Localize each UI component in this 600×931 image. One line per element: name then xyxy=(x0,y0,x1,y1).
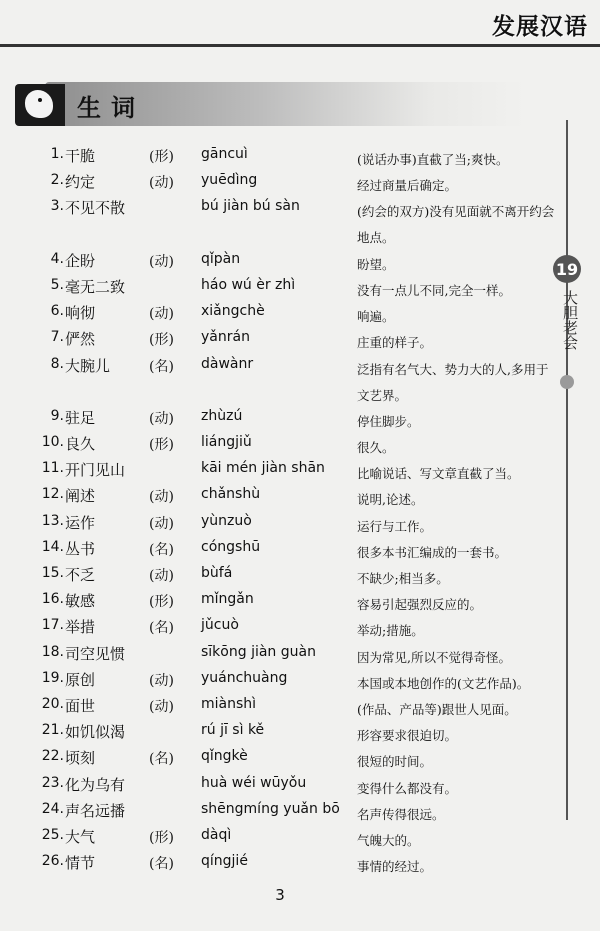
vocab-row xyxy=(40,534,540,560)
section-banner xyxy=(15,82,525,126)
vocab-definition: 不缺少;相当多。 xyxy=(357,571,449,587)
vocab-word: 毫无二致 xyxy=(65,277,126,296)
vocab-row xyxy=(40,481,540,507)
vocab-number: 8. xyxy=(50,355,64,372)
vocab-pinyin: yuēdìng xyxy=(201,172,258,189)
vocab-row xyxy=(40,193,555,246)
vocab-definition: 因为常见,所以不觉得奇怪。 xyxy=(357,649,511,665)
vocab-word: 大气 xyxy=(65,827,96,846)
vocab-row xyxy=(40,560,540,586)
vocab-number: 1. xyxy=(50,146,64,162)
vocab-pinyin: kāi mén jiàn shān xyxy=(201,460,325,477)
vocab-pinyin: rú jī sì kě xyxy=(201,722,265,739)
vocab-definition: 事情的经过。 xyxy=(357,859,433,875)
vocab-word: 举措 xyxy=(65,618,96,637)
vocab-pinyin: háo wú èr zhì xyxy=(201,276,296,293)
vocab-pinyin: dàwànr xyxy=(201,355,254,372)
vocab-part-of-speech: (形) xyxy=(149,829,174,846)
vocab-part-of-speech: (名) xyxy=(149,541,174,558)
vocab-part-of-speech: (动) xyxy=(149,489,174,506)
vocab-pinyin: mǐngǎn xyxy=(201,591,254,608)
vocab-definition: 经过商量后确定。 xyxy=(357,178,458,194)
vocab-word: 企盼 xyxy=(65,251,96,270)
vocab-definition: (作品、产品等)跟世人见面。 xyxy=(357,701,517,717)
vocab-word: 顷刻 xyxy=(65,749,96,768)
vocab-number: 11. xyxy=(41,460,64,477)
vocab-number: 4. xyxy=(50,250,64,267)
vocab-part-of-speech: (动) xyxy=(149,672,174,689)
vocab-definition: 气魄大的。 xyxy=(357,832,420,848)
vocab-definition: 泛指有名气大、势力大的人,多用于文艺界。 xyxy=(357,361,549,403)
vocab-word: 丛书 xyxy=(65,539,96,558)
vocab-part-of-speech: (名) xyxy=(149,856,174,873)
vocab-row xyxy=(40,141,540,167)
vocab-number: 15. xyxy=(41,565,64,582)
vocab-row xyxy=(40,403,540,429)
vocab-word: 声名远播 xyxy=(65,801,126,820)
vocab-word: 原创 xyxy=(65,670,96,689)
vocab-definition: 没有一点儿不同,完全一样。 xyxy=(357,282,511,298)
vocab-row xyxy=(40,167,540,193)
vocab-part-of-speech: (动) xyxy=(149,515,174,532)
vocab-definition: 很多本书汇编成的一套书。 xyxy=(357,544,508,560)
vocab-number: 2. xyxy=(50,172,64,189)
vocab-pinyin: yǎnrán xyxy=(201,329,250,346)
vocab-number: 25. xyxy=(41,826,64,843)
eye-dot xyxy=(38,98,42,102)
vocab-number: 23. xyxy=(41,774,64,791)
vocab-row xyxy=(40,455,540,481)
vocab-row xyxy=(40,246,540,272)
vocab-number: 22. xyxy=(41,748,64,765)
vocab-word: 敏感 xyxy=(65,592,96,611)
vocab-pinyin: yuánchuàng xyxy=(201,669,288,686)
vocab-number: 20. xyxy=(41,695,64,712)
chapter-number-badge: 19 xyxy=(553,255,581,283)
vocab-word: 良久 xyxy=(65,435,96,454)
vocab-word: 运作 xyxy=(65,513,96,532)
vocab-part-of-speech: (形) xyxy=(149,149,174,165)
vocab-definition: 举动;措施。 xyxy=(357,623,424,639)
vocab-word: 响彻 xyxy=(65,304,96,323)
vocab-definition: 比喻说话、写文章直截了当。 xyxy=(357,466,520,482)
vocab-row xyxy=(40,743,540,769)
character-face-icon xyxy=(15,84,65,126)
vocab-number: 9. xyxy=(50,407,64,424)
vocab-number: 6. xyxy=(50,303,64,320)
vocab-number: 13. xyxy=(41,512,64,529)
vocab-pinyin: qíngjié xyxy=(201,853,248,870)
vocab-pinyin: dàqì xyxy=(201,826,232,843)
chapter-dot-icon xyxy=(560,375,574,389)
vocab-row xyxy=(40,796,540,822)
vocab-number: 14. xyxy=(41,538,64,555)
vocab-definition: 盼望。 xyxy=(357,256,395,272)
vocab-pinyin: chǎnshù xyxy=(201,486,261,503)
vocab-definition: 很短的时间。 xyxy=(357,754,433,770)
vocab-pinyin: liángjiǔ xyxy=(201,434,252,451)
vocab-number: 7. xyxy=(50,329,64,346)
vocab-row xyxy=(40,612,540,638)
vocab-number: 26. xyxy=(41,853,64,870)
vocab-part-of-speech: (名) xyxy=(149,358,174,375)
vocab-row xyxy=(40,508,540,534)
vocab-word: 大腕儿 xyxy=(65,356,111,375)
vocab-part-of-speech: (形) xyxy=(149,332,174,349)
vocab-word: 如饥似渴 xyxy=(65,723,126,742)
vocab-row xyxy=(40,691,540,717)
vocab-word: 不见不散 xyxy=(65,199,126,218)
vocab-definition: 响遍。 xyxy=(357,309,395,325)
vocab-part-of-speech: (动) xyxy=(149,698,174,715)
vocab-number: 12. xyxy=(41,486,64,503)
vocab-definition: 停住脚步。 xyxy=(357,413,420,429)
vocab-row xyxy=(40,272,540,298)
vocab-definition: 名声传得很远。 xyxy=(357,806,445,822)
vocab-row xyxy=(40,639,540,665)
vocab-row xyxy=(40,770,540,796)
vocab-definition: 很久。 xyxy=(357,440,395,456)
vocab-pinyin: zhùzú xyxy=(201,407,243,424)
vocab-row xyxy=(40,717,540,743)
vocab-definition: 变得什么都没有。 xyxy=(357,780,458,796)
vocab-definition: (说话办事)直截了当;爽快。 xyxy=(357,152,509,167)
vocab-pinyin: qǐpàn xyxy=(201,250,241,267)
vocab-row xyxy=(40,429,540,455)
vocab-word: 阐述 xyxy=(65,487,96,506)
page-header xyxy=(0,0,600,50)
vocab-number: 16. xyxy=(41,591,64,608)
vocab-pinyin: cóngshū xyxy=(201,538,261,555)
vocab-pinyin: bú jiàn bú sàn xyxy=(201,198,300,215)
vocab-pinyin: bùfá xyxy=(201,565,233,582)
vocab-definition: 本国或本地创作的(文艺作品)。 xyxy=(357,675,530,691)
vocab-definition: (约会的双方)没有见面就不离开约会地点。 xyxy=(357,204,555,246)
vocab-part-of-speech: (动) xyxy=(149,410,174,427)
vocab-pinyin: xiǎngchè xyxy=(201,303,265,320)
vocab-part-of-speech: (形) xyxy=(149,437,174,454)
vocab-part-of-speech: (动) xyxy=(149,568,174,585)
vocab-word: 俨然 xyxy=(65,330,96,349)
vocab-row xyxy=(40,586,540,612)
vocab-row xyxy=(40,848,540,874)
vocab-pinyin: qǐngkè xyxy=(201,748,248,765)
book-title: 发展汉语 xyxy=(492,14,588,40)
vocab-word: 约定 xyxy=(65,173,96,192)
vocab-number: 24. xyxy=(41,800,64,817)
vocab-word: 驻足 xyxy=(65,408,96,427)
vocab-pinyin: sīkōng jiàn guàn xyxy=(201,643,316,660)
vocab-pinyin: huà wéi wūyǒu xyxy=(201,774,307,791)
vocab-part-of-speech: (动) xyxy=(149,175,174,192)
vocab-word: 面世 xyxy=(65,696,96,715)
vocab-number: 3. xyxy=(50,198,64,215)
vocab-pinyin: shēngmíng yuǎn bō xyxy=(201,800,340,817)
vocab-row xyxy=(40,822,540,848)
vocab-word: 司空见惯 xyxy=(65,644,126,663)
vocab-part-of-speech: (名) xyxy=(149,751,174,768)
vocab-part-of-speech: (动) xyxy=(149,306,174,323)
vocab-number: 21. xyxy=(41,722,64,739)
vocab-pinyin: gāncuì xyxy=(201,146,248,162)
vocab-row xyxy=(40,665,540,691)
vocab-word: 不乏 xyxy=(65,566,96,585)
vocab-row xyxy=(40,324,540,350)
section-title: 生词 xyxy=(77,94,145,122)
vocab-part-of-speech: (动) xyxy=(149,253,174,270)
page-number: 3 xyxy=(275,886,285,904)
vocab-definition: 庄重的样子。 xyxy=(357,335,433,351)
vocab-number: 18. xyxy=(41,643,64,660)
face-shape xyxy=(25,90,53,118)
chapter-title: 大胆老会 xyxy=(561,290,579,350)
vocab-pinyin: jǔcuò xyxy=(201,617,239,634)
vocab-part-of-speech: (形) xyxy=(149,594,174,611)
vocab-word: 开门见山 xyxy=(65,461,126,480)
vocab-word: 干脆 xyxy=(65,147,96,165)
vocab-definition: 运行与工作。 xyxy=(357,518,433,534)
header-rule xyxy=(0,44,600,47)
vocab-row xyxy=(40,351,549,403)
vocab-word: 情节 xyxy=(65,854,96,873)
vocab-definition: 说明,论述。 xyxy=(357,492,424,508)
vocab-part-of-speech: (名) xyxy=(149,620,174,637)
vocab-number: 19. xyxy=(41,669,64,686)
vocab-word: 化为乌有 xyxy=(65,775,126,794)
vocab-pinyin: miànshì xyxy=(201,695,257,712)
vocab-definition: 容易引起强烈反应的。 xyxy=(357,597,483,613)
vocabulary-list xyxy=(40,141,555,875)
vocab-number: 17. xyxy=(41,617,64,634)
margin-rule xyxy=(566,120,568,820)
vocab-pinyin: yùnzuò xyxy=(201,512,252,529)
vocab-definition: 形容要求很迫切。 xyxy=(357,728,458,744)
vocab-row xyxy=(40,298,540,324)
vocab-number: 5. xyxy=(50,276,64,293)
vocab-number: 10. xyxy=(41,434,64,451)
